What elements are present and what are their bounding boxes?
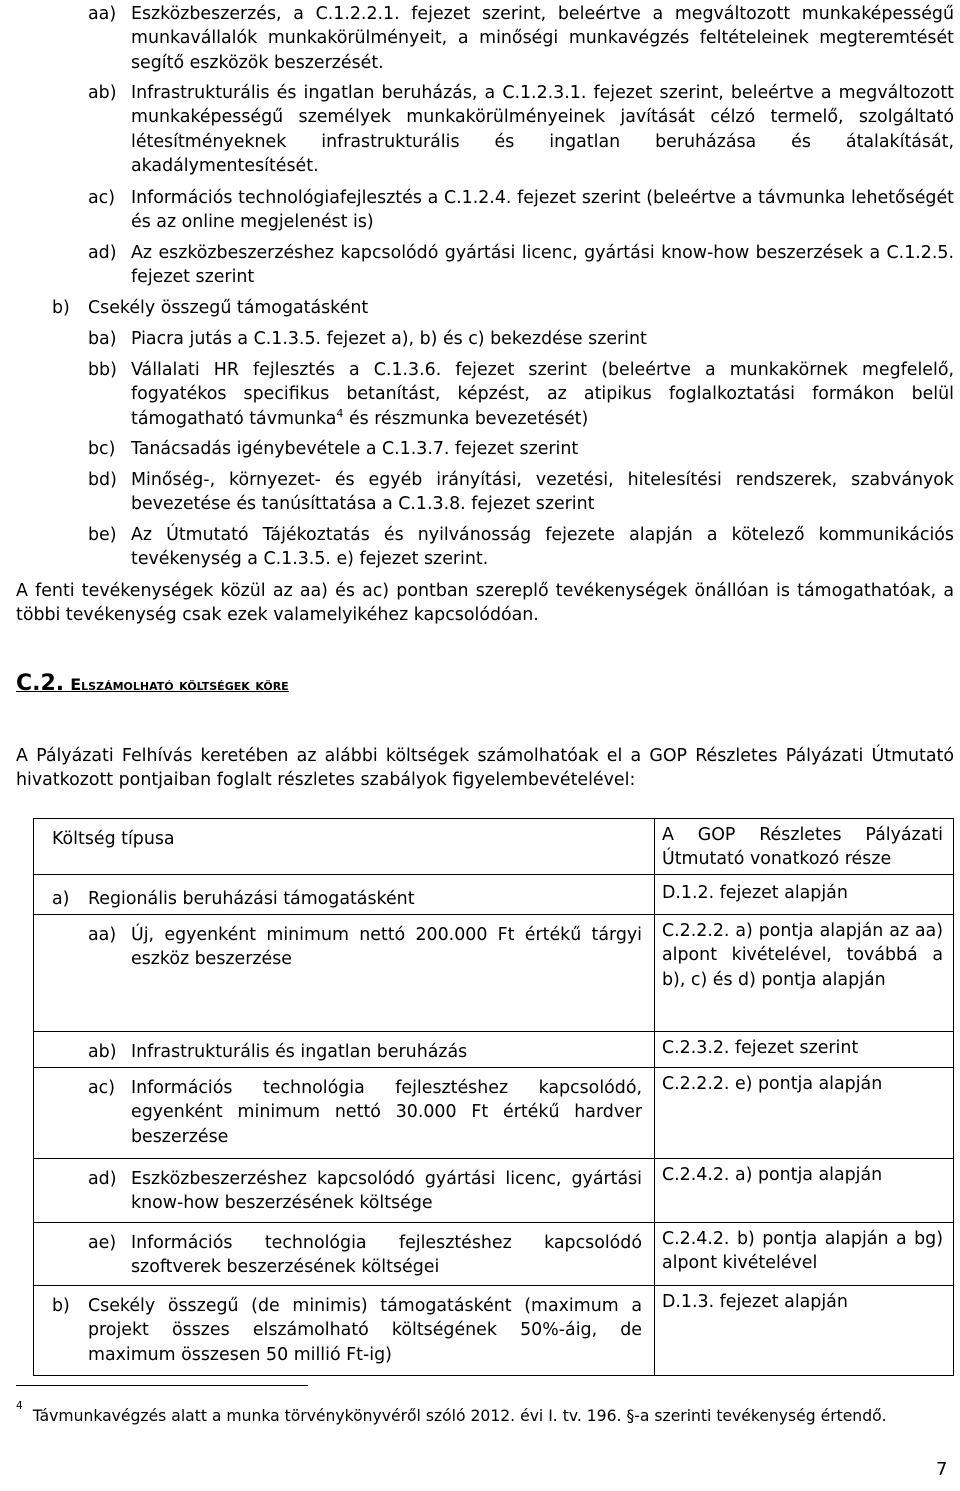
list-item-label: ab) (88, 83, 117, 103)
list-item-text-part: Vállalati HR fejlesztés a C.1.3.6. fejezet szerint (beleértve a munkakörnek megfelelő, fogyatékos specifikus betanítást, képzést, az atipikus foglalkoztatási formákon belül támogatható távmunka (131, 360, 954, 429)
list-item-bd (88, 468, 954, 517)
cost-item-text: Regionális beruházási támogatásként (88, 889, 415, 909)
list-item-text: Csekély összegű támogatásként (88, 298, 369, 318)
list-item-ba (88, 327, 954, 351)
table-cell (655, 1068, 954, 1159)
list-item-text: Tanácsadás igénybevétele a C.1.3.7. fejezet szerint (131, 439, 579, 459)
table-row (34, 1286, 954, 1376)
table-header-row (34, 819, 954, 875)
table-cell (655, 1286, 954, 1376)
list-item-label: be) (88, 525, 117, 545)
list-item-text: Infrastrukturális és ingatlan beruházás, a C.1.2.3.1. fejezet szerint, beleértve a megváltozott munkaképességű személyek munkakörülményeinek javítását célzó termelő, szolgáltató létesítményeknek infrastrukturális és ingatlan beruházása és átalakítását, akadálymentesítését. (131, 83, 954, 177)
list-item-text-part: és részmunka bevezetését) (343, 408, 589, 429)
footnote-number: 4 (16, 1400, 23, 1412)
list-item-ac (88, 186, 954, 235)
cost-item (34, 1286, 654, 1367)
footnote (16, 1400, 887, 1429)
list-item-text: Az Útmutató Tájékoztatás és nyilvánosság fejezete alapján a kötelező kommunikációs tevékenység a C.1.3.5. e) fejezet szerint. (131, 525, 954, 570)
list-item-text: Információs technológiafejlesztés a C.1.2.4. fejezet szerint (beleértve a távmunka lehetőségét és az online megjelenést is) (131, 188, 954, 233)
table-cell (655, 1032, 954, 1068)
cost-item (34, 915, 654, 972)
list-item-aa (88, 2, 954, 75)
table-row (34, 1159, 954, 1223)
table-cell (34, 1159, 655, 1223)
summary-paragraph: A fenti tevékenységek közül az aa) és ac) pontban szereplő tevékenységek önállóan is támogathatóak, a többi tevékenység csak ezek valamelyikéhez kapcsolódóan. (16, 581, 954, 626)
reference-text: C.2.4.2. b) pontja alapján a bg) alpont kivételével (662, 1229, 943, 1274)
table-cell (34, 1068, 655, 1159)
list-item-text: Piacra jutás a C.1.3.5. fejezet a), b) és c) bekezdése szerint (131, 329, 647, 349)
intro-paragraph: A Pályázati Felhívás keretében az alábbi költségek számolhatóak el a GOP Részletes Pályázati Útmutató hivatkozott pontjaiban foglalt részletes szabályok figyelembevételével: (16, 746, 954, 791)
list-item-label: ac) (88, 188, 116, 208)
table-cell (34, 915, 655, 1032)
list-item-ad (88, 241, 954, 290)
cost-item-text: Infrastrukturális és ingatlan beruházás (131, 1042, 468, 1062)
table-row (34, 915, 954, 1032)
cost-item-label: aa) (88, 925, 117, 945)
table-cell (655, 875, 954, 915)
list-item-text: Minőség-, környezet- és egyéb irányítási, vezetési, hitelesítési rendszerek, szabványok bevezetése és tanúsíttatása a C.1.3.8. fejezet szerint (131, 470, 954, 515)
cost-item (34, 1159, 654, 1216)
reference-text: C.2.4.2. a) pontja alapján (662, 1165, 883, 1185)
list-item-ab (88, 81, 954, 179)
cost-item-text: Új, egyenként minimum nettó 200.000 Ft értékű tárgyi eszköz beszerzése (131, 925, 642, 970)
cost-item-text: Eszközbeszerzéshez kapcsolódó gyártási licenc, gyártási know-how beszerzésének költsége (131, 1169, 642, 1214)
section-title: Elszámolható költségek köre (70, 675, 289, 694)
table-cell (34, 1223, 655, 1286)
table-cell (655, 915, 954, 1032)
reference-text: C.2.2.2. e) pontja alapján (662, 1074, 883, 1094)
list-item-label: b) (52, 298, 70, 318)
list-item-text: Eszközbeszerzés, a C.1.2.2.1. fejezet szerint, beleértve a megváltozott munkaképességű munkavállalók munkakörülményeit, a minőségi munkavégzés feltételeinek megteremtését segítő eszközök beszerzését. (131, 4, 954, 73)
table-cell (34, 875, 655, 915)
list-item-label: bd) (88, 470, 117, 490)
footnote-reference: 4 (336, 407, 344, 421)
reference-text: D.1.3. fejezet alapján (662, 1292, 848, 1312)
table-cell (655, 1159, 954, 1223)
reference-text: C.2.3.2. fejezet szerint (662, 1038, 859, 1058)
footnote-separator (16, 1385, 308, 1386)
table-cell (34, 1286, 655, 1376)
page-number: 7 (936, 1459, 948, 1480)
cost-item-text: Információs technológia fejlesztéshez kapcsolódó szoftverek beszerzésének költségei (131, 1233, 642, 1278)
column-header-cost-type: Költség típusa (52, 829, 175, 849)
footnote-text: Távmunkavégzés alatt a munka törvénykönyvéről szóló 2012. évi I. tv. 196. §-a szerinti tevékenység értendő. (32, 1407, 887, 1426)
cost-item-label: a) (52, 889, 70, 909)
list-item-label: aa) (88, 4, 117, 24)
reference-text: D.1.2. fejezet alapján (662, 883, 848, 903)
cost-item (34, 1068, 654, 1149)
cost-item (34, 875, 654, 911)
cost-item-text: Információs technológia fejlesztéshez kapcsolódó, egyenként minimum nettó 30.000 Ft értékű hardver beszerzése (131, 1078, 642, 1147)
list-item-text: Az eszközbeszerzéshez kapcsolódó gyártási licenc, gyártási know-how beszerzések a C.1.2.5. fejezet szerint (131, 243, 954, 288)
cost-item-label: ac) (88, 1078, 116, 1098)
table-header-cell (34, 819, 655, 875)
list-item-be (88, 523, 954, 572)
list-item-bc (88, 437, 954, 461)
table-header-cell (655, 819, 954, 875)
list-item-b (52, 296, 954, 320)
cost-item (34, 1223, 654, 1280)
list-item-label: bb) (88, 360, 117, 380)
cost-item-label: ae) (88, 1233, 117, 1253)
cost-item-label: ad) (88, 1169, 117, 1189)
table-cell (655, 1223, 954, 1286)
cost-table (33, 818, 954, 1376)
table-row (34, 875, 954, 915)
list-item-label: ba) (88, 329, 117, 349)
list-item-text (131, 358, 954, 431)
table-cell (34, 1032, 655, 1068)
cost-item-label: b) (52, 1296, 70, 1316)
list-item-label: ad) (88, 243, 117, 263)
section-number: C.2. (16, 671, 65, 696)
section-heading (16, 672, 289, 697)
cost-item-label: ab) (88, 1042, 117, 1062)
table-row (34, 1223, 954, 1286)
column-header-reference: A GOP Részletes Pályázati Útmutató vonatkozó része (662, 825, 943, 870)
table-row (34, 1068, 954, 1159)
cost-item-text: Csekély összegű (de minimis) támogatásként (maximum a projekt összes elszámolható költségének 50%-áig, de maximum összesen 50 millió Ft-ig) (88, 1296, 642, 1365)
reference-text: C.2.2.2. a) pontja alapján az aa) alpont kivételével, továbbá a b), c) és d) pontja alapján (662, 921, 943, 990)
table-row (34, 1032, 954, 1068)
list-item-label: bc) (88, 439, 116, 459)
list-item-bb (88, 358, 954, 431)
cost-item (34, 1032, 654, 1064)
